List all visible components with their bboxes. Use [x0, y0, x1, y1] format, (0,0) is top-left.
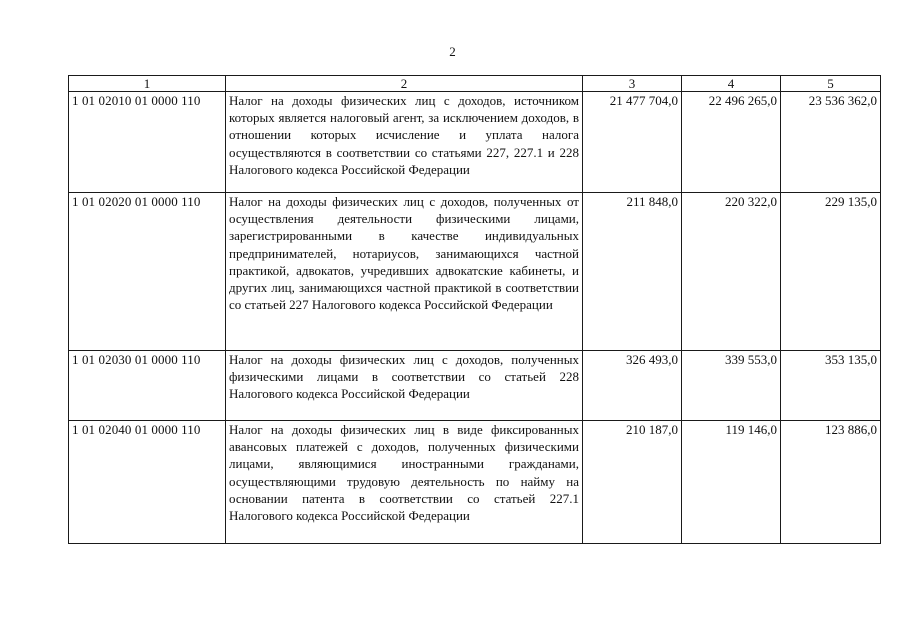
column-header-value-2: 4 [682, 76, 781, 92]
row-value-3: 23 536 362,0 [781, 92, 881, 193]
row-code: 1 01 02020 01 0000 110 [69, 193, 226, 351]
table-row [69, 193, 881, 351]
row-value-3: 353 135,0 [781, 351, 881, 421]
row-value-2: 22 496 265,0 [682, 92, 781, 193]
row-description: Налог на доходы физических лиц с доходов, источником которых является налоговый агент, за исключением доходов, в отношении которых исчисление и уплата налога осуществляются в соответствии со статьями 227, 227.1 и 228 Налогового кодекса Российской Федерации [226, 92, 583, 193]
row-value-1: 211 848,0 [583, 193, 682, 351]
table-header-row [69, 76, 881, 92]
column-header-value-1: 3 [583, 76, 682, 92]
table-row [69, 421, 881, 544]
column-header-value-3: 5 [781, 76, 881, 92]
row-value-1: 21 477 704,0 [583, 92, 682, 193]
row-value-1: 326 493,0 [583, 351, 682, 421]
row-code: 1 01 02040 01 0000 110 [69, 421, 226, 544]
table-row [69, 92, 881, 193]
row-value-1: 210 187,0 [583, 421, 682, 544]
table-row [69, 351, 881, 421]
row-description: Налог на доходы физических лиц с доходов, полученных от осуществления деятельности физическими лицами, зарегистрированными в качестве индивидуальных предпринимателей, нотариусов, занимающихся частной практикой, адвокатов, учредивших адвокатские кабинеты, и других лиц, занимающихся частной практикой в соответствии со статьей 227 Налогового кодекса Российской Федерации [226, 193, 583, 351]
page-number: 2 [449, 44, 456, 59]
row-description: Налог на доходы физических лиц с доходов, полученных физическими лицами в соответствии со статьей 228 Налогового кодекса Российской Федерации [226, 351, 583, 421]
row-code: 1 01 02010 01 0000 110 [69, 92, 226, 193]
row-value-2: 119 146,0 [682, 421, 781, 544]
budget-revenue-table [68, 75, 881, 544]
row-value-3: 123 886,0 [781, 421, 881, 544]
column-header-code: 1 [69, 76, 226, 92]
row-value-2: 220 322,0 [682, 193, 781, 351]
row-description: Налог на доходы физических лиц в виде фиксированных авансовых платежей с доходов, полученных физическими лицами, являющимися иностранными гражданами, осуществляющими трудовую деятельность по найму на основании патента в соответствии со статьей 227.1 Налогового кодекса Российской Федерации [226, 421, 583, 544]
row-value-3: 229 135,0 [781, 193, 881, 351]
column-header-name: 2 [226, 76, 583, 92]
row-value-2: 339 553,0 [682, 351, 781, 421]
row-code: 1 01 02030 01 0000 110 [69, 351, 226, 421]
